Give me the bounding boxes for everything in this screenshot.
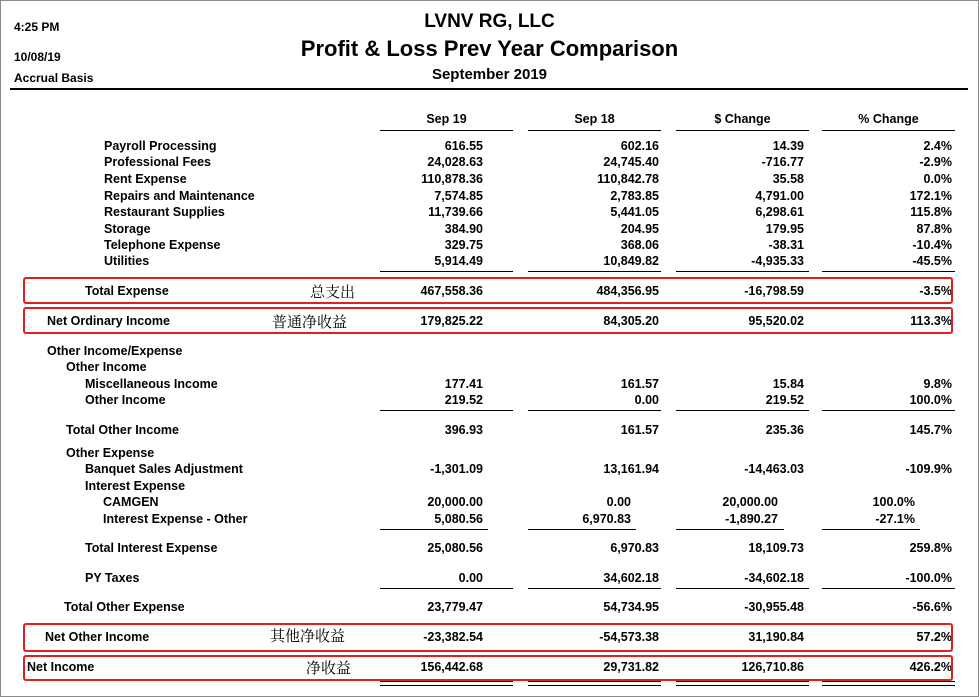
- row-telephone-expense: Telephone Expense 329.75 368.06 -38.31 -10.4%: [104, 238, 952, 252]
- row-professional-fees: Professional Fees 24,028.63 24,745.40 -716.77 -2.9%: [104, 155, 952, 169]
- subtotal-line: [380, 529, 488, 530]
- subtotal-line: [528, 410, 661, 411]
- row-repairs-maintenance: Repairs and Maintenance 7,574.85 2,783.85 4,791.00 172.1%: [104, 189, 952, 203]
- row-utilities: Utilities 5,914.49 10,849.82 -4,935.33 -45.5%: [104, 254, 952, 268]
- annotation-total-expense: 总支出: [310, 283, 356, 301]
- row-restaurant-supplies: Restaurant Supplies 11,739.66 5,441.05 6,298.61 115.8%: [104, 205, 952, 219]
- subtotal-line: [676, 271, 809, 272]
- grand-total-double-line: [676, 681, 809, 686]
- highlight-net-income: [23, 655, 953, 681]
- report-period: September 2019: [431, 66, 548, 83]
- row-other-income-item: Other Income 219.52 0.00 219.52 100.0%: [85, 393, 952, 407]
- row-interest-expense-other: Interest Expense - Other 5,080.56 6,970.83 -1,890.27 -27.1%: [103, 512, 915, 526]
- company-name: LVNV RG, LLC: [424, 11, 555, 32]
- subtotal-line: [380, 271, 513, 272]
- annotation-net-other-income: 其他净收益: [270, 627, 346, 645]
- annotation-net-income: 净收益: [306, 659, 352, 677]
- section-interest-expense: Interest Expense: [85, 479, 186, 493]
- column-header-dollar-change: $ Change: [676, 112, 809, 131]
- section-other-income-expense: Other Income/Expense: [47, 344, 183, 358]
- subtotal-line: [822, 271, 955, 272]
- highlight-net-other-income: [23, 623, 953, 652]
- row-net-income: Net Income 156,442.68 29,731.82 126,710.86 426.2%: [27, 660, 952, 674]
- subtotal-line: [822, 410, 955, 411]
- row-py-taxes: PY Taxes 0.00 34,602.18 -34,602.18 -100.0%: [85, 571, 952, 585]
- subtotal-line: [528, 271, 661, 272]
- column-header-percent-change: % Change: [822, 112, 955, 131]
- header-rule: [10, 88, 968, 90]
- report-time: 4:25 PM: [14, 20, 60, 34]
- subtotal-line: [822, 529, 920, 530]
- row-banquet-sales-adjustment: Banquet Sales Adjustment -1,301.09 13,161.94 -14,463.03 -109.9%: [85, 462, 952, 476]
- grand-total-double-line: [822, 681, 955, 686]
- column-header-sep18: Sep 18: [528, 112, 661, 131]
- report-title: Profit & Loss Prev Year Comparison: [300, 36, 679, 61]
- row-rent-expense: Rent Expense 110,878.36 110,842.78 35.58 0.0%: [104, 172, 952, 186]
- subtotal-line: [528, 529, 636, 530]
- report-date: 10/08/19: [14, 50, 61, 64]
- row-total-other-expense: Total Other Expense 23,779.47 54,734.95 -30,955.48 -56.6%: [64, 600, 952, 614]
- subtotal-line: [676, 410, 809, 411]
- section-other-income: Other Income: [66, 360, 147, 374]
- row-payroll-processing: Payroll Processing 616.55 602.16 14.39 2.4%: [104, 139, 952, 153]
- highlight-total-expense: [23, 277, 953, 304]
- report-basis: Accrual Basis: [14, 71, 94, 85]
- subtotal-line: [822, 588, 955, 589]
- highlight-net-ordinary-income: [23, 307, 953, 334]
- section-other-expense: Other Expense: [66, 446, 155, 460]
- row-camgen: CAMGEN 20,000.00 0.00 20,000.00 100.0%: [103, 495, 915, 509]
- column-header-sep19: Sep 19: [380, 112, 513, 131]
- row-storage: Storage 384.90 204.95 179.95 87.8%: [104, 222, 952, 236]
- row-net-other-income: Net Other Income -23,382.54 -54,573.38 31,190.84 57.2%: [45, 630, 952, 644]
- grand-total-double-line: [380, 681, 513, 686]
- row-total-interest-expense: Total Interest Expense 25,080.56 6,970.83 18,109.73 259.8%: [85, 541, 952, 555]
- annotation-net-ordinary-income: 普通净收益: [272, 313, 348, 331]
- subtotal-line: [380, 588, 513, 589]
- subtotal-line: [676, 588, 809, 589]
- subtotal-line: [528, 588, 661, 589]
- row-miscellaneous-income: Miscellaneous Income 177.41 161.57 15.84 9.8%: [85, 377, 952, 391]
- subtotal-line: [380, 410, 513, 411]
- row-net-ordinary-income: Net Ordinary Income 179,825.22 84,305.20 95,520.02 113.3%: [47, 314, 952, 328]
- row-total-other-income: Total Other Income 396.93 161.57 235.36 145.7%: [66, 423, 952, 437]
- grand-total-double-line: [528, 681, 661, 686]
- row-total-expense: Total Expense 467,558.36 484,356.95 -16,798.59 -3.5%: [85, 284, 952, 298]
- subtotal-line: [676, 529, 784, 530]
